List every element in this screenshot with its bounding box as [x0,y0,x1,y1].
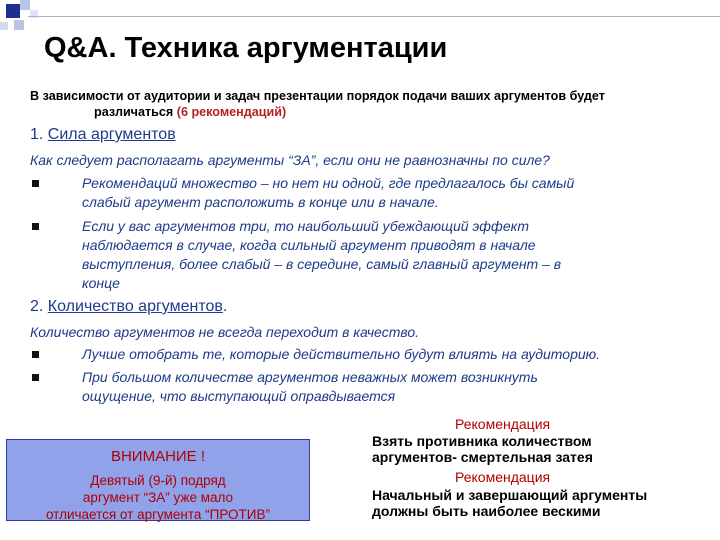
section-1-heading [30,126,176,144]
section-2-suffix: . [222,298,228,315]
title-rule [28,16,720,17]
bullet-square-icon [32,351,39,358]
warning-box [6,439,310,521]
page-title: Q&A. Техника аргументации [44,32,448,64]
bullet-square-icon [32,374,39,381]
list-item-line: Лучше отобрать те, которые действительно будут влиять на аудиторию. [82,346,601,362]
recommendation-text: Взять противника количеством [372,433,592,449]
section-1-question: Как следует располагать аргументы “ЗА”, если они не равнозначны по силе? [30,152,550,168]
bullet-square-icon [32,223,39,230]
list-item-line: выступления, более слабый – в середине, самый главный аргумент – в [82,256,562,272]
list-item-line: Рекомендаций множество – но нет ни одной, где предлагалось бы самый [82,175,575,191]
warning-body [7,472,309,523]
section-2-question: Количество аргументов не всегда переходит в качество. [30,324,420,340]
intro-line-2 [30,104,700,120]
list-item [30,368,700,406]
recommendation-label: Рекомендация [455,416,551,432]
list-item [30,217,700,293]
section-1-number: 1. [30,126,48,143]
warning-line: аргумент “ЗА” уже мало [82,490,234,505]
warning-line: Девятый (9-й) подряд [90,473,226,488]
section-2-title: Количество аргументов [47,298,223,315]
list-item-line: При большом количестве аргументов неважных может возникнуть [82,369,538,385]
intro-line-1: В зависимости от аудитории и задач презентации порядок подачи ваших аргументов будет [30,89,605,103]
intro-line-2-text: различаться [94,105,177,119]
warning-line: отличается от аргумента “ПРОТИВ” [45,507,271,522]
list-item-line: ощущение, что выступающий оправдывается [82,388,396,404]
list-item-line: наблюдается в случае, когда сильный аргумент приводят в начале [82,237,536,253]
section-2-heading [30,298,227,316]
recommendation-text: должны быть наиболее вескими [372,503,601,519]
section-1-title: Сила аргументов [47,126,176,143]
list-item-line: Если у вас аргументов три, то наибольший убеждающий эффект [82,218,530,234]
list-item-line: конце [82,275,120,291]
bullet-square-icon [32,180,39,187]
list-item [30,174,700,212]
list-item-line: слабый аргумент расположить в конце или в начале. [82,194,439,210]
recommendation-label: Рекомендация [455,469,551,485]
warning-heading: ВНИМАНИЕ ! [110,448,206,465]
list-item [30,345,700,364]
intro-highlight: (6 рекомендаций) [176,105,287,119]
intro-text [30,88,700,120]
section-2-number: 2. [30,298,48,315]
recommendation-text: аргументов- смертельная затея [372,449,593,465]
recommendation-text: Начальный и завершающий аргументы [372,487,648,503]
